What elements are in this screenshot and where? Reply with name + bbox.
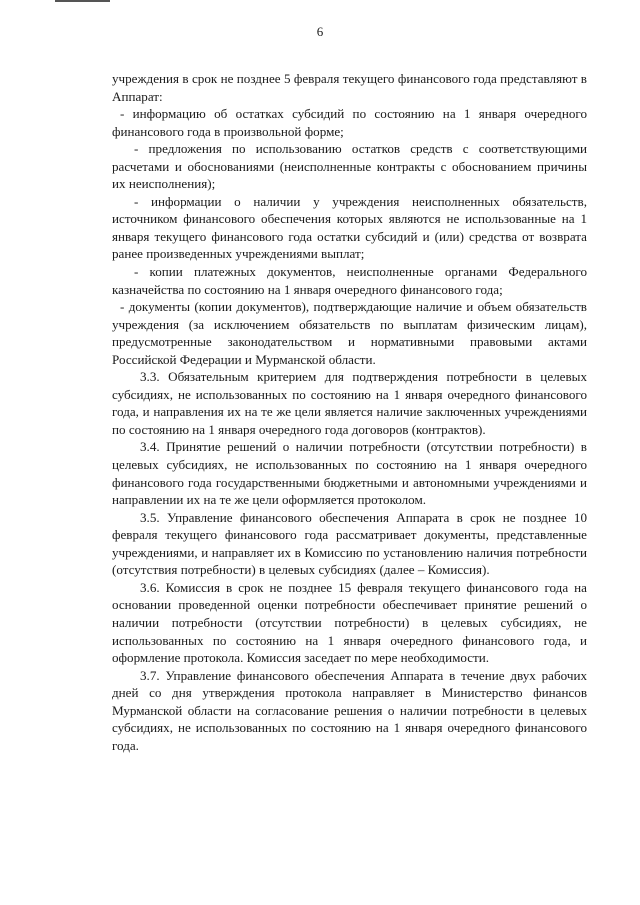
paragraph: - предложения по использованию остатков средств с соответствующими расчетами и обоснованиями (неисполненные контракты с обоснованием причины их неисполнения); <box>112 141 587 192</box>
paragraph: 3.4. Принятие решений о наличии потребности (отсутствии потребности) в целевых субсидиях, не использованных по состоянию на 1 января очередного финансового года государственными бюджетными и автономными учреждениями и направлении их на те же цели оформляется протоколом. <box>112 439 587 508</box>
paragraph: 3.3. Обязательным критерием для подтверждения потребности в целевых субсидиях, не использованных по состоянию на 1 января очередного финансового года, и направления их на те же цели является наличие заключенных учреждениями по состоянию на 1 января очередного года договоров (контрактов). <box>112 369 587 437</box>
document-body <box>112 70 587 754</box>
paragraph: - информацию об остатках субсидий по состоянию на 1 января очередного финансового года в произвольной форме; <box>112 106 587 139</box>
paragraph: - документы (копии документов), подтверждающие наличие и объем обязательств учреждения (за исключением обязательств по выплатам физическим лицам), предусмотренные законодательством и нормативными правовыми актами Российской Федерации и Мурманской области. <box>112 299 587 367</box>
scan-edge-mark <box>55 0 110 2</box>
paragraph: - копии платежных документов, неисполненные органами Федерального казначейства по состоянию на 1 января очередного финансового года; <box>112 264 587 297</box>
paragraph: 3.5. Управление финансового обеспечения Аппарата в срок не позднее 10 февраля текущего финансового года рассматривает документы, представленные учреждениями, и направляет их в Комиссию по установлению наличия потребности (отсутствия потребности) в целевых субсидиях (далее – Комиссия). <box>112 509 587 578</box>
paragraph: учреждения в срок не позднее 5 февраля текущего финансового года представляют в Аппарат: <box>112 71 587 104</box>
paragraph: 3.6. Комиссия в срок не позднее 15 февраля текущего финансового года на основании проведенной оценки потребности обеспечивает принятие решений о наличии потребности (отсутствии потребности) в целевых субсидиях, не использованных по состоянию на 1 января очередного финансового года, и оформление протокола. Комиссия заседает по мере необходимости. <box>112 579 587 666</box>
page-number: 6 <box>316 24 324 39</box>
paragraph: - информации о наличии у учреждения неисполненных обязательств, источником финансового обеспечения которых являются не использованные на 1 января текущего финансового года остатки субсидий и (или) средства от возврата ранее произведенных учреждениями выплат; <box>112 193 587 262</box>
paragraph: 3.7. Управление финансового обеспечения Аппарата в течение двух рабочих дней со дня утверждения протокола направляет в Министерство финансов Мурманской области на согласование решения о наличии потребности в целевых субсидиях, не использованных по состоянию на 1 января очередного финансового года. <box>112 667 587 753</box>
